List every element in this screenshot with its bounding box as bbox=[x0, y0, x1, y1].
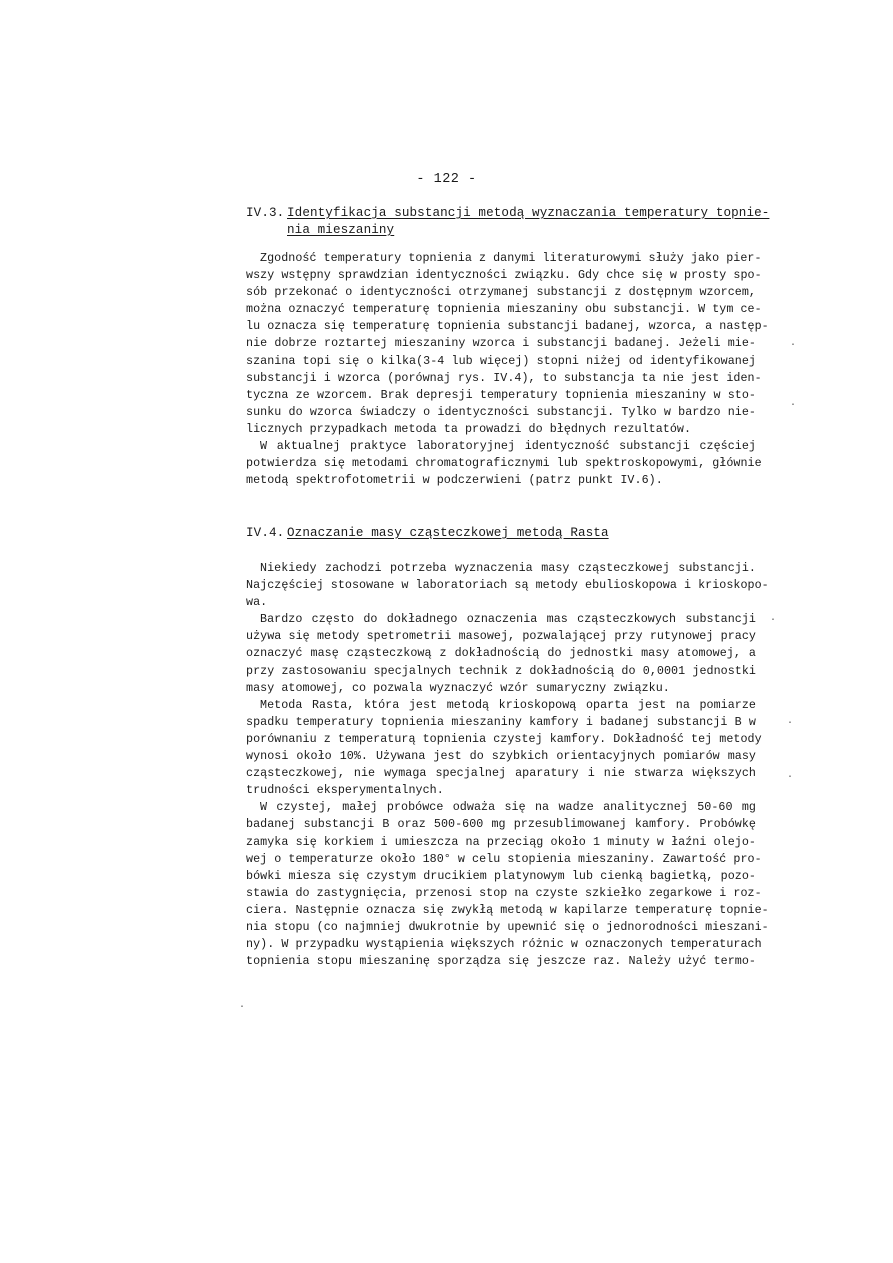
section-iv3 bbox=[246, 205, 770, 489]
text-line: Metoda Rasta, która jest metodą krioskopową oparta jest na pomiarze bbox=[260, 697, 756, 712]
text-line: szanina topi się o kilka(3-4 lub więcej) stopni niżej od identyfikowanej bbox=[246, 353, 756, 368]
section-number: IV.3. bbox=[246, 206, 285, 220]
text-line: substancji i wzorca (porównaj rys. IV.4), to substancja ta nie jest iden- bbox=[246, 370, 762, 385]
text-line: potwierdza się metodami chromatograficznymi lub spektroskopowymi, głównie bbox=[246, 456, 762, 471]
text-line: bówki miesza się czystym drucikiem platynowym lub cienką bagietką, pozo- bbox=[246, 868, 756, 883]
text-line: wej o temperaturze około 180° w celu stopienia mieszaniny. Zawartość pro- bbox=[246, 851, 762, 866]
text-line: Bardzo często do dokładnego oznaczenia mas cząsteczkowych substancji bbox=[260, 612, 756, 627]
text-line: spadku temperatury topnienia mieszaniny kamfory i badanej substancji B w bbox=[246, 714, 756, 729]
text-line: przy zastosowaniu specjalnych technik z dokładnością do 0,0001 jednostki bbox=[246, 663, 756, 678]
text-line: wynosi około 10%. Używana jest do szybkich orientacyjnych pomiarów masy bbox=[246, 749, 756, 764]
text-line: Niekiedy zachodzi potrzeba wyznaczenia masy cząsteczkowej substancji. bbox=[260, 561, 756, 575]
paragraph bbox=[246, 560, 769, 970]
text-line: zamyka się korkiem i umieszcza na przeciąg około 1 minuty w łaźni olejo- bbox=[246, 834, 756, 849]
text-line: oznaczyć masę cząsteczkową z dokładnością do jednostki masy atomowej, a bbox=[246, 646, 756, 661]
scan-dot: · bbox=[790, 400, 797, 411]
text-line: licznych przypadkach metoda ta prowadzi do błędnych rezultatów. bbox=[246, 421, 692, 436]
text-line: wszy wstępny sprawdzian identyczności związku. Gdy chce się w prosty spo- bbox=[246, 268, 762, 283]
text-line: używa się metody spetrometrii masowej, pozwalającej przy rutynowej pracy bbox=[246, 629, 756, 644]
section-title-line: Identyfikacja substancji metodą wyznaczania temperatury topnie- bbox=[287, 206, 770, 220]
text-line: cząsteczkowej, nie wymaga specjalnej aparatury i nie stwarza większych bbox=[246, 766, 756, 781]
text-line: stawia do zastygnięcia, przenosi stop na czyste szkiełko zegarkowe i roz- bbox=[246, 885, 762, 900]
text-line: nie dobrze roztartej mieszaniny wzorca i substancji badanej. Jeżeli mie- bbox=[246, 336, 756, 351]
page-number: - 122 - bbox=[416, 172, 477, 187]
paragraph bbox=[246, 250, 769, 489]
text-line: metodą spektrofotometrii w podczerwieni (patrz punkt IV.6). bbox=[246, 473, 663, 488]
text-line: W czystej, małej probówce odważa się na wadze analitycznej 50-60 mg bbox=[260, 800, 756, 815]
text-line: Zgodność temperatury topnienia z danymi literaturowymi służy jako pier- bbox=[260, 251, 762, 265]
text-line: sób przekonać o identyczności otrzymanej substancji z dostępnym wzorcem, bbox=[246, 285, 756, 300]
text-line: masy atomowej, co pozwala wyznaczyć wzór sumaryczny związku. bbox=[246, 680, 670, 695]
text-line: porównaniu z temperaturą topnienia czystej kamfory. Dokładność tej metody bbox=[246, 731, 762, 746]
text-line: ciera. Następnie oznacza się zwykłą metodą w kapilarze temperaturę topnie- bbox=[246, 902, 769, 917]
text-line: tyczna ze wzorcem. Brak depresji temperatury topnienia mieszaniny w sto- bbox=[246, 387, 756, 402]
section-title: Oznaczanie masy cząsteczkowej metodą Rasta bbox=[287, 526, 609, 540]
text-line: lu oznacza się temperaturę topnienia substancji badanej, wzorca, a następ- bbox=[246, 319, 769, 334]
text-line: wa. bbox=[246, 595, 268, 610]
text-line: można oznaczyć temperaturę topnienia mieszaniny obu substancji. W tym ce- bbox=[246, 302, 762, 317]
text-line: ny). W przypadku wystąpienia większych różnic w oznaczonych temperaturach bbox=[246, 937, 762, 952]
text-line: trudności eksperymentalnych. bbox=[246, 783, 444, 798]
section-heading bbox=[246, 205, 770, 239]
section-heading bbox=[246, 525, 756, 542]
text-line: Najczęściej stosowane w laboratoriach są metody ebulioskopowa i krioskopo- bbox=[246, 578, 769, 593]
section-iv4 bbox=[246, 525, 769, 970]
scan-dot: · bbox=[787, 772, 794, 783]
scan-dot: · bbox=[239, 1002, 246, 1013]
scan-dot: · bbox=[770, 615, 777, 626]
text-line: sunku do wzorca świadczy o identyczności substancji. Tylko w bardzo nie- bbox=[246, 404, 756, 419]
scan-dot: · bbox=[790, 340, 797, 351]
text-line: badanej substancji B oraz 500-600 mg przesublimowanej kamfory. Probówkę bbox=[246, 817, 756, 832]
text-line: nia stopu (co najmniej dwukrotnie by upewnić się o jednorodności mieszani- bbox=[246, 919, 769, 934]
section-title-line: nia mieszaniny bbox=[287, 223, 395, 237]
scan-dot: · bbox=[787, 718, 794, 729]
text-line: W aktualnej praktyce laboratoryjnej identyczność substancji częściej bbox=[260, 439, 756, 454]
section-number: IV.4. bbox=[246, 526, 285, 540]
text-line: topnienia stopu mieszaninę sporządza się jeszcze raz. Należy użyć termo- bbox=[246, 954, 756, 969]
